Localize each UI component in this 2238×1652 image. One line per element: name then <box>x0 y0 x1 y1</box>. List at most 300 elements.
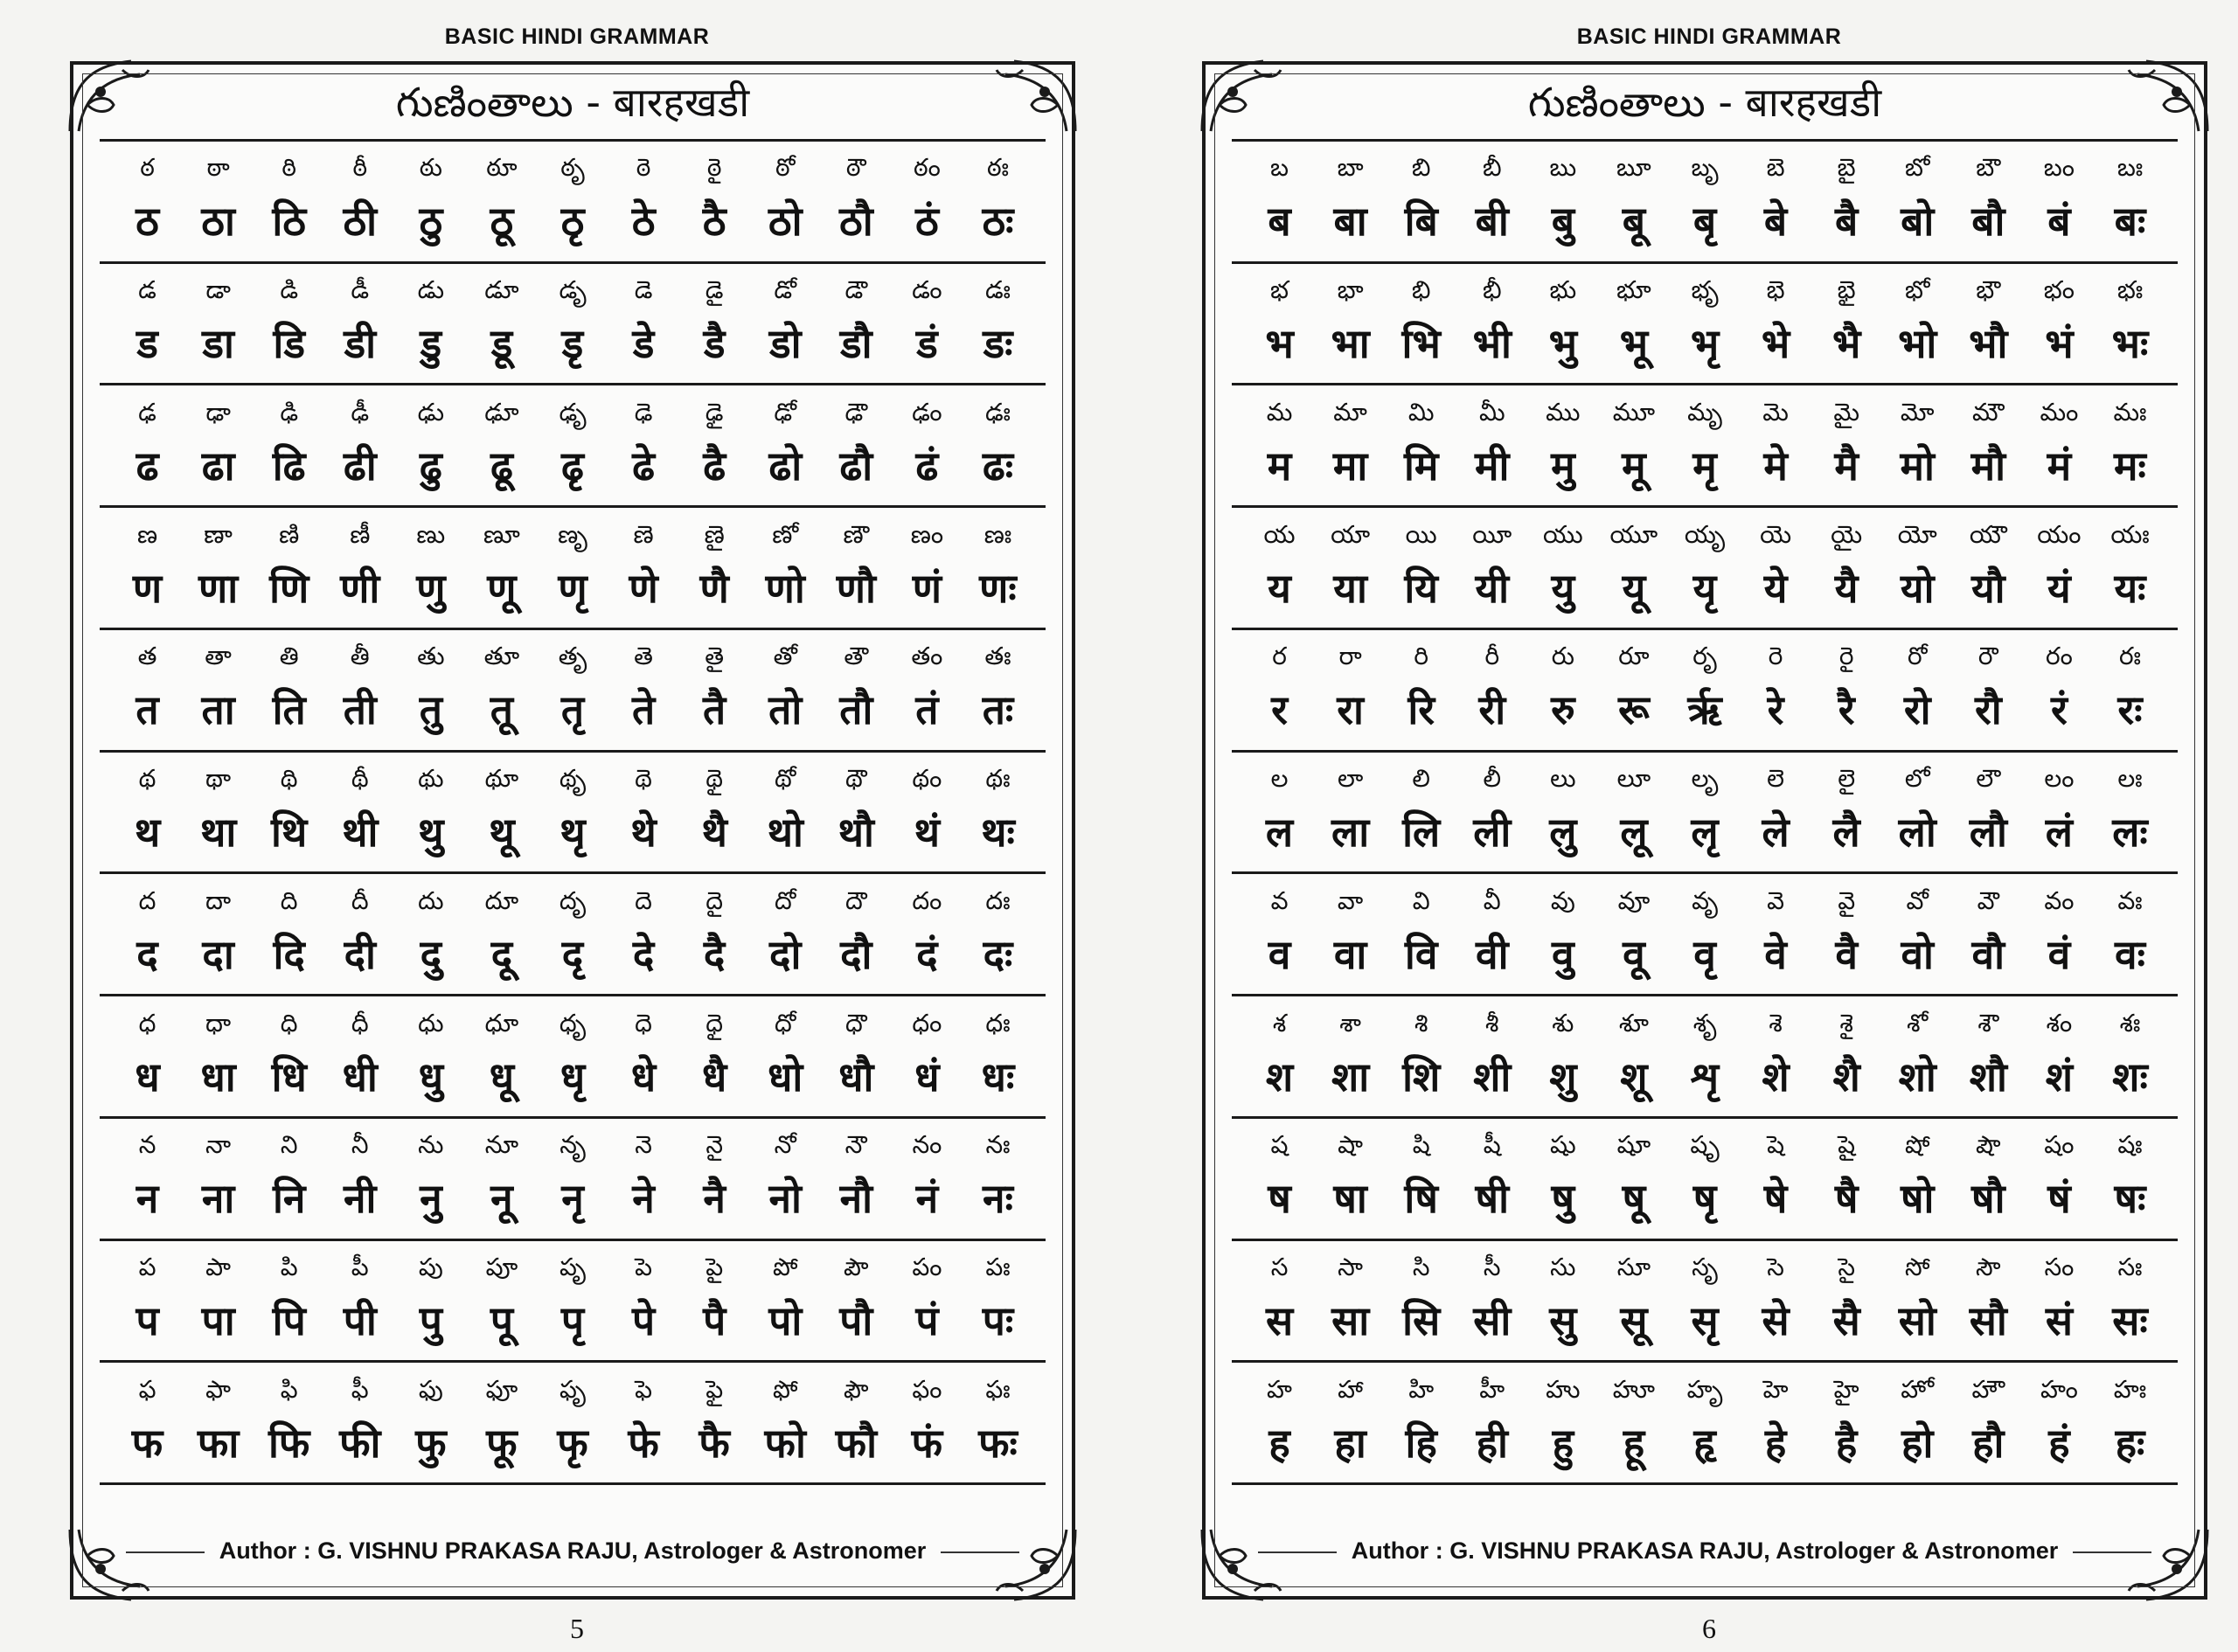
telugu-syllable: ధు <box>418 1008 444 1038</box>
devanagari-syllable: थृ <box>560 809 586 857</box>
devanagari-syllable: ढो <box>768 441 803 489</box>
telugu-syllable: ఫ <box>138 1374 156 1404</box>
devanagari-syllable: शो <box>1898 1052 1936 1100</box>
devanagari-syllable: नी <box>344 1175 377 1223</box>
devanagari-syllable: ठा <box>201 198 235 246</box>
telugu-syllable: డా <box>205 275 231 305</box>
table-row <box>1232 1360 2178 1485</box>
telugu-syllable: ఠా <box>206 153 230 183</box>
table-row <box>100 1360 1046 1485</box>
telugu-syllable: హౌ <box>1971 1374 2005 1404</box>
devanagari-syllable-line <box>1244 923 2165 984</box>
devanagari-syllable: शः <box>2112 1052 2148 1100</box>
devanagari-syllable: ती <box>343 686 377 734</box>
telugu-syllable: షో <box>1904 1130 1930 1160</box>
devanagari-syllable: सै <box>1832 1296 1860 1344</box>
telugu-syllable: రా <box>1338 642 1362 671</box>
devanagari-syllable: दो <box>769 930 802 978</box>
telugu-syllable: భృ <box>1691 275 1719 305</box>
devanagari-syllable: व <box>1268 930 1291 978</box>
telugu-syllable: డృ <box>559 275 587 305</box>
devanagari-syllable: लै <box>1832 809 1860 857</box>
telugu-syllable: వో <box>1906 885 1929 915</box>
devanagari-syllable: णा <box>198 564 239 612</box>
telugu-syllable: యో <box>1897 519 1937 549</box>
devanagari-syllable: हि <box>1405 1419 1437 1467</box>
devanagari-syllable: सृ <box>1691 1296 1719 1344</box>
telugu-syllable: భు <box>1549 275 1577 305</box>
table-row <box>1232 1239 2178 1361</box>
devanagari-syllable: भः <box>2111 320 2149 368</box>
telugu-syllable: ప <box>138 1252 156 1281</box>
devanagari-syllable: डे <box>632 320 655 368</box>
telugu-syllable: బః <box>2116 153 2144 183</box>
telugu-syllable: థౌ <box>844 764 867 794</box>
telugu-syllable: రై <box>1838 642 1854 671</box>
devanagari-syllable: यु <box>1551 564 1575 612</box>
devanagari-syllable: वी <box>1476 930 1509 978</box>
telugu-syllable: డౌ <box>844 275 868 305</box>
devanagari-syllable: लि <box>1402 809 1441 857</box>
telugu-syllable-line <box>1244 885 2165 923</box>
telugu-syllable: ల <box>1270 764 1289 794</box>
devanagari-syllable: षु <box>1551 1175 1575 1223</box>
telugu-syllable: హు <box>1546 1374 1581 1404</box>
telugu-syllable: యై <box>1831 519 1863 549</box>
telugu-syllable: ధా <box>205 1008 232 1038</box>
telugu-syllable: సా <box>1338 1252 1364 1281</box>
telugu-syllable: బ <box>1270 153 1289 183</box>
devanagari-syllable: ध <box>135 1052 160 1100</box>
devanagari-syllable: धी <box>342 1052 378 1100</box>
telugu-syllable: హం <box>2040 1374 2078 1404</box>
telugu-syllable: షై <box>1838 1130 1856 1160</box>
devanagari-syllable: प <box>136 1296 159 1344</box>
barakhadi-table <box>1232 139 2178 1485</box>
devanagari-syllable: शौ <box>1969 1052 2007 1100</box>
devanagari-syllable: मे <box>1763 441 1788 489</box>
telugu-syllable: డూ <box>484 275 519 305</box>
telugu-syllable-line <box>112 274 1033 312</box>
devanagari-syllable: से <box>1762 1296 1790 1344</box>
telugu-syllable: షీ <box>1483 1130 1501 1160</box>
devanagari-syllable: शृ <box>1690 1052 1719 1100</box>
devanagari-syllable-line <box>1244 312 2165 373</box>
devanagari-syllable: ठृ <box>560 198 585 246</box>
table-row <box>100 1239 1046 1361</box>
devanagari-syllable: वा <box>1333 930 1367 978</box>
page-number: 6 <box>1702 1613 1716 1644</box>
devanagari-syllable: षः <box>2114 1175 2146 1223</box>
telugu-syllable: లి <box>1412 764 1430 794</box>
devanagari-syllable: पं <box>915 1296 939 1344</box>
devanagari-syllable: दौ <box>840 930 872 978</box>
telugu-syllable-line <box>1244 1007 2165 1045</box>
telugu-syllable: ఫు <box>418 1374 443 1404</box>
devanagari-syllable: फु <box>415 1419 447 1467</box>
devanagari-syllable: दृ <box>561 930 584 978</box>
devanagari-syllable: मं <box>2047 441 2072 489</box>
telugu-syllable: ణె <box>633 519 654 549</box>
devanagari-syllable: नं <box>915 1175 939 1223</box>
telugu-syllable: దె <box>635 885 652 915</box>
telugu-syllable: శృ <box>1692 1008 1717 1038</box>
devanagari-syllable: ठं <box>915 198 939 246</box>
telugu-syllable: ఫె <box>635 1374 653 1404</box>
telugu-syllable: బె <box>1766 153 1785 183</box>
devanagari-syllable: नौ <box>839 1175 873 1223</box>
telugu-syllable: ఢః <box>984 397 1011 427</box>
table-row <box>100 628 1046 750</box>
author-credit: Author : G. VISHNU PRAKASA RAJU, Astrologer & Astronomer <box>1206 1537 2204 1565</box>
telugu-syllable: నౌ <box>844 1130 868 1160</box>
devanagari-syllable: रे <box>1767 686 1784 734</box>
telugu-syllable: డ <box>138 275 156 305</box>
devanagari-syllable: णै <box>699 564 729 612</box>
telugu-syllable: దు <box>418 885 444 915</box>
devanagari-syllable: था <box>199 809 237 857</box>
devanagari-syllable: भं <box>2045 320 2074 368</box>
telugu-syllable: ఠః <box>987 153 1009 183</box>
telugu-syllable-line <box>1244 518 2165 557</box>
devanagari-syllable: नो <box>768 1175 802 1223</box>
devanagari-syllable: वु <box>1552 930 1574 978</box>
devanagari-syllable: रु <box>1551 686 1575 734</box>
devanagari-syllable: डः <box>983 320 1013 368</box>
devanagari-syllable-line <box>1244 557 2165 618</box>
devanagari-syllable: थै <box>701 809 727 857</box>
telugu-syllable: రః <box>2119 642 2141 671</box>
telugu-syllable: ఢు <box>417 397 445 427</box>
devanagari-syllable: थी <box>342 809 379 857</box>
devanagari-syllable: मृ <box>1692 441 1717 489</box>
telugu-syllable: తో <box>773 642 797 671</box>
telugu-syllable: న <box>138 1130 156 1160</box>
telugu-syllable: దీ <box>351 885 369 915</box>
telugu-syllable-line <box>112 1128 1033 1167</box>
devanagari-syllable: फै <box>699 1419 730 1467</box>
telugu-syllable: దౌ <box>844 885 867 915</box>
telugu-syllable: థ <box>138 764 156 794</box>
devanagari-syllable: र <box>1271 686 1288 734</box>
devanagari-syllable: यि <box>1404 564 1438 612</box>
telugu-syllable: ఫీ <box>351 1374 369 1404</box>
devanagari-syllable: णे <box>629 564 658 612</box>
table-row <box>100 383 1046 505</box>
devanagari-syllable: ही <box>1476 1419 1508 1467</box>
telugu-syllable: ణు <box>416 519 446 549</box>
telugu-syllable: పః <box>985 1252 1011 1281</box>
telugu-syllable: ష <box>1270 1130 1289 1160</box>
telugu-syllable: బీ <box>1482 153 1502 183</box>
telugu-syllable-line <box>112 885 1033 923</box>
telugu-syllable: హ <box>1267 1374 1292 1404</box>
devanagari-syllable: फा <box>197 1419 240 1467</box>
devanagari-syllable: डौ <box>840 320 872 368</box>
devanagari-syllable: थे <box>630 809 657 857</box>
telugu-syllable: డె <box>634 275 653 305</box>
telugu-syllable: స <box>1270 1252 1289 1281</box>
devanagari-syllable: सू <box>1620 1296 1648 1344</box>
telugu-syllable: పౌ <box>844 1252 869 1281</box>
telugu-syllable: ఠ <box>140 153 155 183</box>
devanagari-syllable: री <box>1478 686 1506 734</box>
devanagari-syllable-line <box>112 1167 1033 1228</box>
telugu-syllable: ఢీ <box>351 397 370 427</box>
devanagari-syllable: थो <box>767 809 803 857</box>
telugu-syllable: ణా <box>204 519 233 549</box>
telugu-syllable: వా <box>1337 885 1364 915</box>
devanagari-syllable: य <box>1268 564 1291 612</box>
telugu-syllable: భ <box>1270 275 1289 305</box>
devanagari-syllable: दि <box>273 930 305 978</box>
devanagari-syllable: यौ <box>1971 564 2005 612</box>
telugu-syllable: థీ <box>351 764 369 794</box>
telugu-syllable: వీ <box>1483 885 1501 915</box>
telugu-syllable: దై <box>705 885 724 915</box>
telugu-syllable: రం <box>2045 642 2073 671</box>
devanagari-syllable: शा <box>1331 1052 1370 1100</box>
telugu-syllable: బు <box>1549 153 1577 183</box>
telugu-syllable: రీ <box>1484 642 1500 671</box>
telugu-syllable: సి <box>1412 1252 1430 1281</box>
telugu-syllable: బో <box>1905 153 1930 183</box>
telugu-syllable: ఢా <box>205 397 231 427</box>
devanagari-syllable: णी <box>340 564 380 612</box>
devanagari-syllable: हो <box>1901 1419 1934 1467</box>
telugu-syllable: తః <box>984 642 1011 671</box>
telugu-syllable: వం <box>2044 885 2075 915</box>
table-row <box>100 139 1046 261</box>
devanagari-syllable: ढि <box>272 441 306 489</box>
devanagari-syllable-line <box>112 1289 1033 1350</box>
telugu-syllable: ఢూ <box>484 397 519 427</box>
telugu-syllable: యు <box>1542 519 1583 549</box>
devanagari-syllable: नः <box>983 1175 1013 1223</box>
telugu-syllable: శై <box>1839 1008 1853 1038</box>
devanagari-syllable: डो <box>768 320 802 368</box>
devanagari-syllable-line <box>1244 678 2165 739</box>
telugu-syllable: మం <box>2040 397 2079 427</box>
devanagari-syllable-line <box>112 312 1033 373</box>
table-row <box>1232 994 2178 1116</box>
telugu-syllable: మో <box>1900 397 1935 427</box>
devanagari-syllable: तृ <box>560 686 585 734</box>
devanagari-syllable: लं <box>2045 809 2073 857</box>
devanagari-syllable: ले <box>1762 809 1790 857</box>
telugu-syllable: హె <box>1762 1374 1789 1404</box>
telugu-syllable: మీ <box>1478 397 1505 427</box>
telugu-syllable: సృ <box>1692 1252 1718 1281</box>
telugu-syllable: హీ <box>1479 1374 1505 1404</box>
telugu-syllable: ధె <box>635 1008 652 1038</box>
telugu-syllable: ఠూ <box>486 153 518 183</box>
devanagari-syllable: रः <box>2117 686 2143 734</box>
telugu-syllable: థా <box>205 764 232 794</box>
telugu-syllable: శో <box>1907 1008 1929 1038</box>
devanagari-syllable: यं <box>2047 564 2071 612</box>
table-row <box>100 994 1046 1116</box>
devanagari-syllable: स <box>1265 1296 1294 1344</box>
telugu-syllable: దం <box>912 885 942 915</box>
devanagari-syllable: धु <box>418 1052 443 1100</box>
telugu-syllable: తౌ <box>844 642 869 671</box>
telugu-syllable: శె <box>1769 1008 1783 1038</box>
devanagari-syllable: दा <box>202 930 234 978</box>
devanagari-syllable: धू <box>489 1052 515 1100</box>
telugu-syllable: ఫౌ <box>844 1374 869 1404</box>
devanagari-syllable: बौ <box>1971 198 2005 246</box>
telugu-syllable: వూ <box>1617 885 1651 915</box>
telugu-syllable: ధి <box>280 1008 298 1038</box>
devanagari-syllable: फू <box>486 1419 518 1467</box>
devanagari-syllable: बी <box>1475 198 1509 246</box>
devanagari-syllable: फ <box>131 1419 163 1467</box>
telugu-syllable: యీ <box>1472 519 1512 549</box>
devanagari-syllable: थ <box>134 809 161 857</box>
ornamental-frame <box>70 61 1075 1600</box>
telugu-syllable: ఠు <box>419 153 442 183</box>
telugu-syllable: ఠై <box>706 153 722 183</box>
devanagari-syllable: णं <box>912 564 942 612</box>
devanagari-syllable: फः <box>978 1419 1018 1467</box>
devanagari-syllable: म <box>1267 441 1292 489</box>
telugu-syllable: నృ <box>560 1130 586 1160</box>
devanagari-syllable: थि <box>271 809 308 857</box>
telugu-syllable: సె <box>1767 1252 1784 1281</box>
devanagari-syllable: णू <box>487 564 517 612</box>
devanagari-syllable: दी <box>344 930 376 978</box>
telugu-syllable: బూ <box>1616 153 1651 183</box>
devanagari-syllable: नू <box>490 1175 513 1223</box>
telugu-syllable: నె <box>635 1130 652 1160</box>
devanagari-syllable: मा <box>1332 441 1368 489</box>
table-row <box>1232 139 2178 261</box>
devanagari-syllable: सः <box>2112 1296 2148 1344</box>
devanagari-syllable: हू <box>1623 1419 1645 1467</box>
devanagari-syllable: धः <box>981 1052 1015 1100</box>
telugu-syllable: తి <box>279 642 299 671</box>
telugu-syllable: హా <box>1338 1374 1364 1404</box>
telugu-syllable: నా <box>205 1130 232 1160</box>
devanagari-syllable: फं <box>911 1419 943 1467</box>
devanagari-syllable: थू <box>489 809 515 857</box>
telugu-syllable: ధః <box>985 1008 1011 1038</box>
devanagari-syllable-line <box>112 801 1033 862</box>
devanagari-syllable: फी <box>339 1419 381 1467</box>
telugu-syllable: ణూ <box>483 519 520 549</box>
telugu-syllable: ఢి <box>280 397 299 427</box>
page-title: గుణింతాలు - बारहखडी <box>358 72 787 133</box>
devanagari-syllable: बि <box>1404 198 1438 246</box>
devanagari-syllable: रू <box>1618 686 1650 734</box>
telugu-syllable: దో <box>775 885 796 915</box>
devanagari-syllable: वि <box>1404 930 1438 978</box>
telugu-syllable: లః <box>2117 764 2143 794</box>
devanagari-syllable: बा <box>1333 198 1367 246</box>
telugu-syllable: రౌ <box>1977 642 1998 671</box>
telugu-syllable: దా <box>205 885 232 915</box>
telugu-syllable: షౌ <box>1976 1130 2001 1160</box>
devanagari-syllable: पु <box>419 1296 442 1344</box>
devanagari-syllable: ता <box>201 686 235 734</box>
devanagari-syllable: वः <box>2115 930 2145 978</box>
telugu-syllable: వి <box>1412 885 1430 915</box>
telugu-syllable: థై <box>705 764 724 794</box>
devanagari-syllable: यू <box>1622 564 1646 612</box>
table-row <box>1232 750 2178 872</box>
telugu-syllable: డై <box>705 275 724 305</box>
devanagari-syllable-line <box>112 557 1033 618</box>
telugu-syllable: హి <box>1408 1374 1435 1404</box>
devanagari-syllable: नृ <box>561 1175 584 1223</box>
telugu-syllable: తు <box>417 642 445 671</box>
telugu-syllable: ణీ <box>350 519 371 549</box>
devanagari-syllable: बू <box>1622 198 1646 246</box>
telugu-syllable: ఫో <box>772 1374 798 1404</box>
devanagari-syllable: शे <box>1762 1052 1790 1100</box>
telugu-syllable: లృ <box>1691 764 1719 794</box>
devanagari-syllable: ष <box>1268 1175 1291 1223</box>
telugu-syllable: ఫా <box>205 1374 232 1404</box>
devanagari-syllable: शु <box>1549 1052 1577 1100</box>
telugu-syllable: బి <box>1411 153 1431 183</box>
telugu-syllable: ధూ <box>484 1008 519 1038</box>
telugu-syllable: సౌ <box>1976 1252 2001 1281</box>
devanagari-syllable: पो <box>768 1296 803 1344</box>
devanagari-syllable-line <box>112 678 1033 739</box>
devanagari-syllable: ढै <box>703 441 726 489</box>
telugu-syllable: నీ <box>351 1130 369 1160</box>
telugu-syllable: శ <box>1272 1008 1287 1038</box>
telugu-syllable: నూ <box>484 1130 519 1160</box>
telugu-syllable: శూ <box>1618 1008 1649 1038</box>
devanagari-syllable-line <box>1244 190 2165 251</box>
telugu-syllable: బా <box>1337 153 1364 183</box>
telugu-syllable-line <box>1244 640 2165 678</box>
devanagari-syllable: डं <box>916 320 938 368</box>
author-credit: Author : G. VISHNU PRAKASA RAJU, Astrologer & Astronomer <box>73 1537 1072 1565</box>
telugu-syllable: బృ <box>1691 153 1719 183</box>
devanagari-syllable: ढू <box>490 441 513 489</box>
devanagari-syllable: फौ <box>835 1419 877 1467</box>
devanagari-syllable: श <box>1265 1052 1294 1100</box>
telugu-syllable: రె <box>1768 642 1783 671</box>
ornament-corner-icon <box>2120 52 2216 140</box>
devanagari-syllable: न <box>136 1175 159 1223</box>
telugu-syllable: లు <box>1550 764 1576 794</box>
telugu-syllable-line <box>112 151 1033 190</box>
telugu-syllable: బై <box>1837 153 1856 183</box>
devanagari-syllable: धं <box>914 1052 940 1100</box>
devanagari-syllable: षू <box>1622 1175 1646 1223</box>
telugu-syllable: శౌ <box>1977 1008 1999 1038</box>
telugu-syllable: భా <box>1337 275 1364 305</box>
devanagari-syllable: यृ <box>1692 564 1717 612</box>
telugu-syllable: వౌ <box>1977 885 1999 915</box>
devanagari-syllable: लु <box>1549 809 1577 857</box>
telugu-syllable: బం <box>2043 153 2075 183</box>
devanagari-syllable: पू <box>490 1296 513 1344</box>
devanagari-syllable: ये <box>1763 564 1788 612</box>
devanagari-syllable: यो <box>1900 564 1935 612</box>
ornament-corner-icon <box>1193 1521 1289 1608</box>
devanagari-syllable: फो <box>764 1419 806 1467</box>
devanagari-syllable: ढा <box>201 441 235 489</box>
devanagari-syllable: ह <box>1268 1419 1290 1467</box>
devanagari-syllable: थु <box>418 809 444 857</box>
devanagari-syllable: मि <box>1403 441 1439 489</box>
